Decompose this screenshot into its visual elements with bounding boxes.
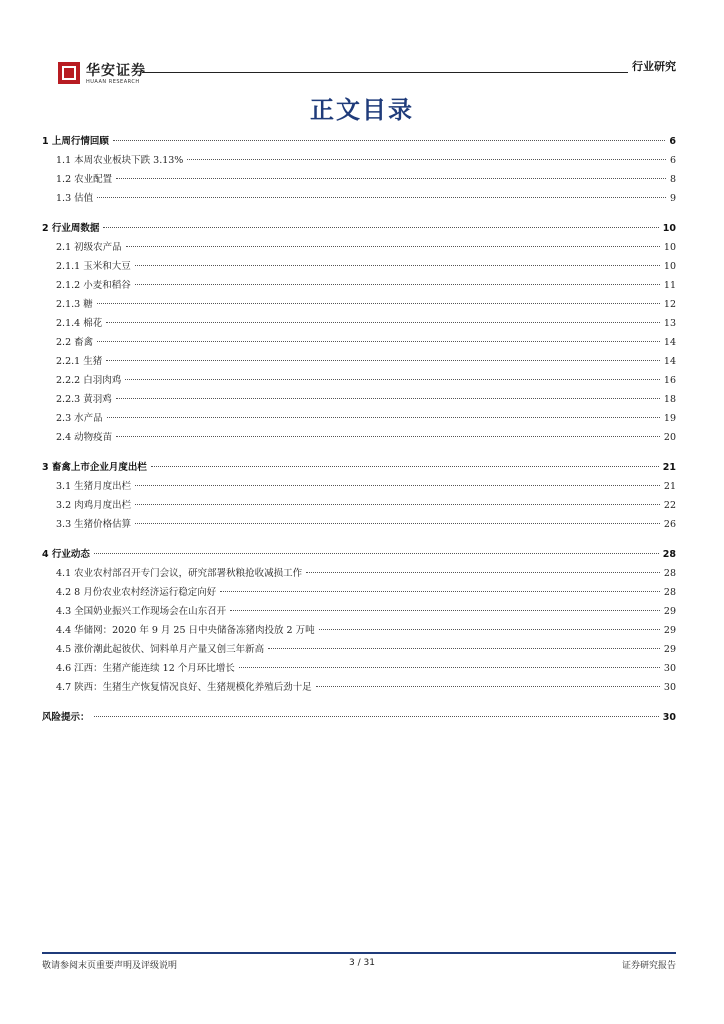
toc-entry-page: 29 [663,644,676,655]
toc-entry-label: 2.2 畜禽 [56,337,94,348]
toc-leader-dots [220,591,660,592]
toc-entry-page: 6 [669,155,676,166]
toc-leader-dots [239,667,660,668]
toc-subsection-entry[interactable] [42,296,676,315]
toc-entry-label: 4.3 全国奶业振兴工作现场会在山东召开 [56,606,227,617]
toc-section-entry[interactable] [42,459,676,478]
toc-entry-label: 1.3 估值 [56,193,94,204]
report-category: 行业研究 [628,58,676,74]
toc-leader-dots [135,284,660,285]
toc-leader-dots [126,246,660,247]
toc-entry-page: 13 [663,318,676,329]
toc-subsection-entry[interactable] [42,660,676,679]
toc-leader-dots [319,629,660,630]
toc-leader-dots [135,504,660,505]
toc-leader-dots [268,648,660,649]
toc-leader-dots [94,553,659,554]
toc-entry-label: 2.2.1 生猪 [56,356,103,367]
toc-entry-label: 2.1.1 玉米和大豆 [56,261,131,272]
toc-entry-label: 2.4 动物疫苗 [56,432,113,443]
header-divider [142,72,676,73]
toc-leader-dots [187,159,666,160]
toc-entry-page: 29 [663,606,676,617]
toc-entry-label: 3.3 生猪价格估算 [56,519,132,530]
toc-section-entry[interactable] [42,220,676,239]
toc-section-entry[interactable] [42,709,676,728]
toc-subsection-entry[interactable] [42,679,676,698]
toc-gap [42,698,676,709]
toc-entry-label: 4.5 涨价潮此起彼伏、饲料单月产量又创三年新高 [56,644,265,655]
toc-subsection-entry[interactable] [42,603,676,622]
toc-leader-dots [106,322,660,323]
toc-subsection-entry[interactable] [42,497,676,516]
toc-subsection-entry[interactable] [42,391,676,410]
toc-subsection-entry[interactable] [42,565,676,584]
toc-entry-page: 6 [669,136,676,147]
toc-leader-dots [106,360,660,361]
toc-entry-page: 22 [663,500,676,511]
footer-report-type: 证券研究报告 [621,961,676,971]
toc-subsection-entry[interactable] [42,584,676,603]
toc-entry-label: 2.1.3 糖 [56,299,93,310]
toc-entry-label: 1.1 本周农业板块下跌 3.13% [56,155,184,166]
toc-leader-dots [116,398,660,399]
table-of-contents [42,133,676,728]
toc-gap [42,209,676,220]
footer-disclaimer: 敬请参阅末页重要声明及评级说明 [42,961,178,971]
toc-leader-dots [97,197,666,198]
toc-entry-label: 2.1.2 小麦和稻谷 [56,280,131,291]
toc-entry-page: 28 [663,568,676,579]
toc-entry-page: 28 [662,549,676,560]
toc-entry-page: 14 [663,356,676,367]
toc-leader-dots [135,265,660,266]
logo-text: 华安证券 [86,63,146,79]
toc-gap [42,535,676,546]
toc-subsection-entry[interactable] [42,410,676,429]
toc-entry-label: 4.1 农业农村部召开专门会议，研究部署秋粮抢收减损工作 [56,568,303,579]
toc-entry-label: 2.2.2 白羽肉鸡 [56,375,122,386]
toc-leader-dots [135,485,660,486]
page-number: 3 / 31 [349,958,375,968]
toc-entry-page: 26 [663,519,676,530]
toc-leader-dots [135,523,660,524]
toc-entry-label: 4.2 8 月份农业农村经济运行稳定向好 [56,587,217,598]
toc-leader-dots [306,572,660,573]
toc-entry-page: 20 [663,432,676,443]
toc-subsection-entry[interactable] [42,171,676,190]
toc-entry-label: 1.2 农业配置 [56,174,113,185]
toc-leader-dots [103,227,658,228]
toc-leader-dots [107,417,660,418]
toc-entry-page: 8 [669,174,676,185]
toc-subsection-entry[interactable] [42,190,676,209]
toc-entry-page: 12 [663,299,676,310]
toc-entry-label: 4.7 陕西：生猪生产恢复情况良好、生猪规模化养殖后劲十足 [56,682,312,693]
toc-entry-page: 21 [662,462,676,473]
toc-entry-page: 19 [663,413,676,424]
footer-divider [42,952,676,954]
page-title: 正文目录 [310,96,414,124]
toc-leader-dots [113,140,665,141]
toc-section-entry[interactable] [42,133,676,152]
toc-leader-dots [116,436,660,437]
toc-leader-dots [230,610,660,611]
toc-entry-page: 30 [662,712,676,723]
toc-entry-label: 3.1 生猪月度出栏 [56,481,132,492]
toc-entry-label: 2.2.3 黄羽鸡 [56,394,112,405]
toc-entry-label: 3 畜禽上市企业月度出栏 [42,462,147,473]
toc-entry-page: 30 [663,682,676,693]
toc-entry-page: 18 [663,394,676,405]
toc-leader-dots [94,716,659,717]
page-header [42,58,676,90]
toc-leader-dots [97,341,660,342]
toc-subsection-entry[interactable] [42,353,676,372]
toc-section-entry[interactable] [42,546,676,565]
toc-leader-dots [316,686,660,687]
toc-entry-page: 11 [663,280,676,291]
toc-subsection-entry[interactable] [42,429,676,448]
toc-entry-label: 2.1 初级农产品 [56,242,122,253]
toc-subsection-entry[interactable] [42,641,676,660]
toc-entry-label: 2 行业周数据 [42,223,100,234]
toc-entry-page: 30 [663,663,676,674]
toc-entry-page: 14 [663,337,676,348]
company-logo-icon [58,62,80,84]
toc-leader-dots [151,466,659,467]
toc-entry-label: 2.3 水产品 [56,413,103,424]
toc-gap [42,448,676,459]
toc-entry-label: 4.6 江西：生猪产能连续 12 个月环比增长 [56,663,235,674]
toc-subsection-entry[interactable] [42,516,676,535]
toc-subsection-entry[interactable] [42,478,676,497]
toc-entry-page: 9 [669,193,676,204]
toc-subsection-entry[interactable] [42,277,676,296]
toc-entry-label: 风险提示： [42,712,90,723]
toc-subsection-entry[interactable] [42,622,676,641]
toc-entry-label: 1 上周行情回顾 [42,136,109,147]
toc-subsection-entry[interactable] [42,372,676,391]
toc-entry-label: 4.4 华储网：2020 年 9 月 25 日中央储备冻猪肉投放 2 万吨 [56,625,315,636]
toc-entry-page: 10 [662,223,676,234]
toc-entry-page: 29 [663,625,676,636]
toc-leader-dots [125,379,660,380]
toc-entry-page: 10 [663,261,676,272]
toc-subsection-entry[interactable] [42,258,676,277]
toc-entry-page: 28 [663,587,676,598]
toc-entry-label: 2.1.4 棉花 [56,318,103,329]
toc-entry-page: 10 [663,242,676,253]
toc-leader-dots [97,303,660,304]
logo-subtext: HUAAN RESEARCH [86,79,140,85]
toc-entry-label: 3.2 肉鸡月度出栏 [56,500,132,511]
toc-entry-page: 16 [663,375,676,386]
toc-leader-dots [116,178,666,179]
toc-entry-label: 4 行业动态 [42,549,90,560]
toc-subsection-entry[interactable] [42,315,676,334]
toc-subsection-entry[interactable] [42,152,676,171]
toc-entry-page: 21 [663,481,676,492]
toc-subsection-entry[interactable] [42,334,676,353]
toc-subsection-entry[interactable] [42,239,676,258]
